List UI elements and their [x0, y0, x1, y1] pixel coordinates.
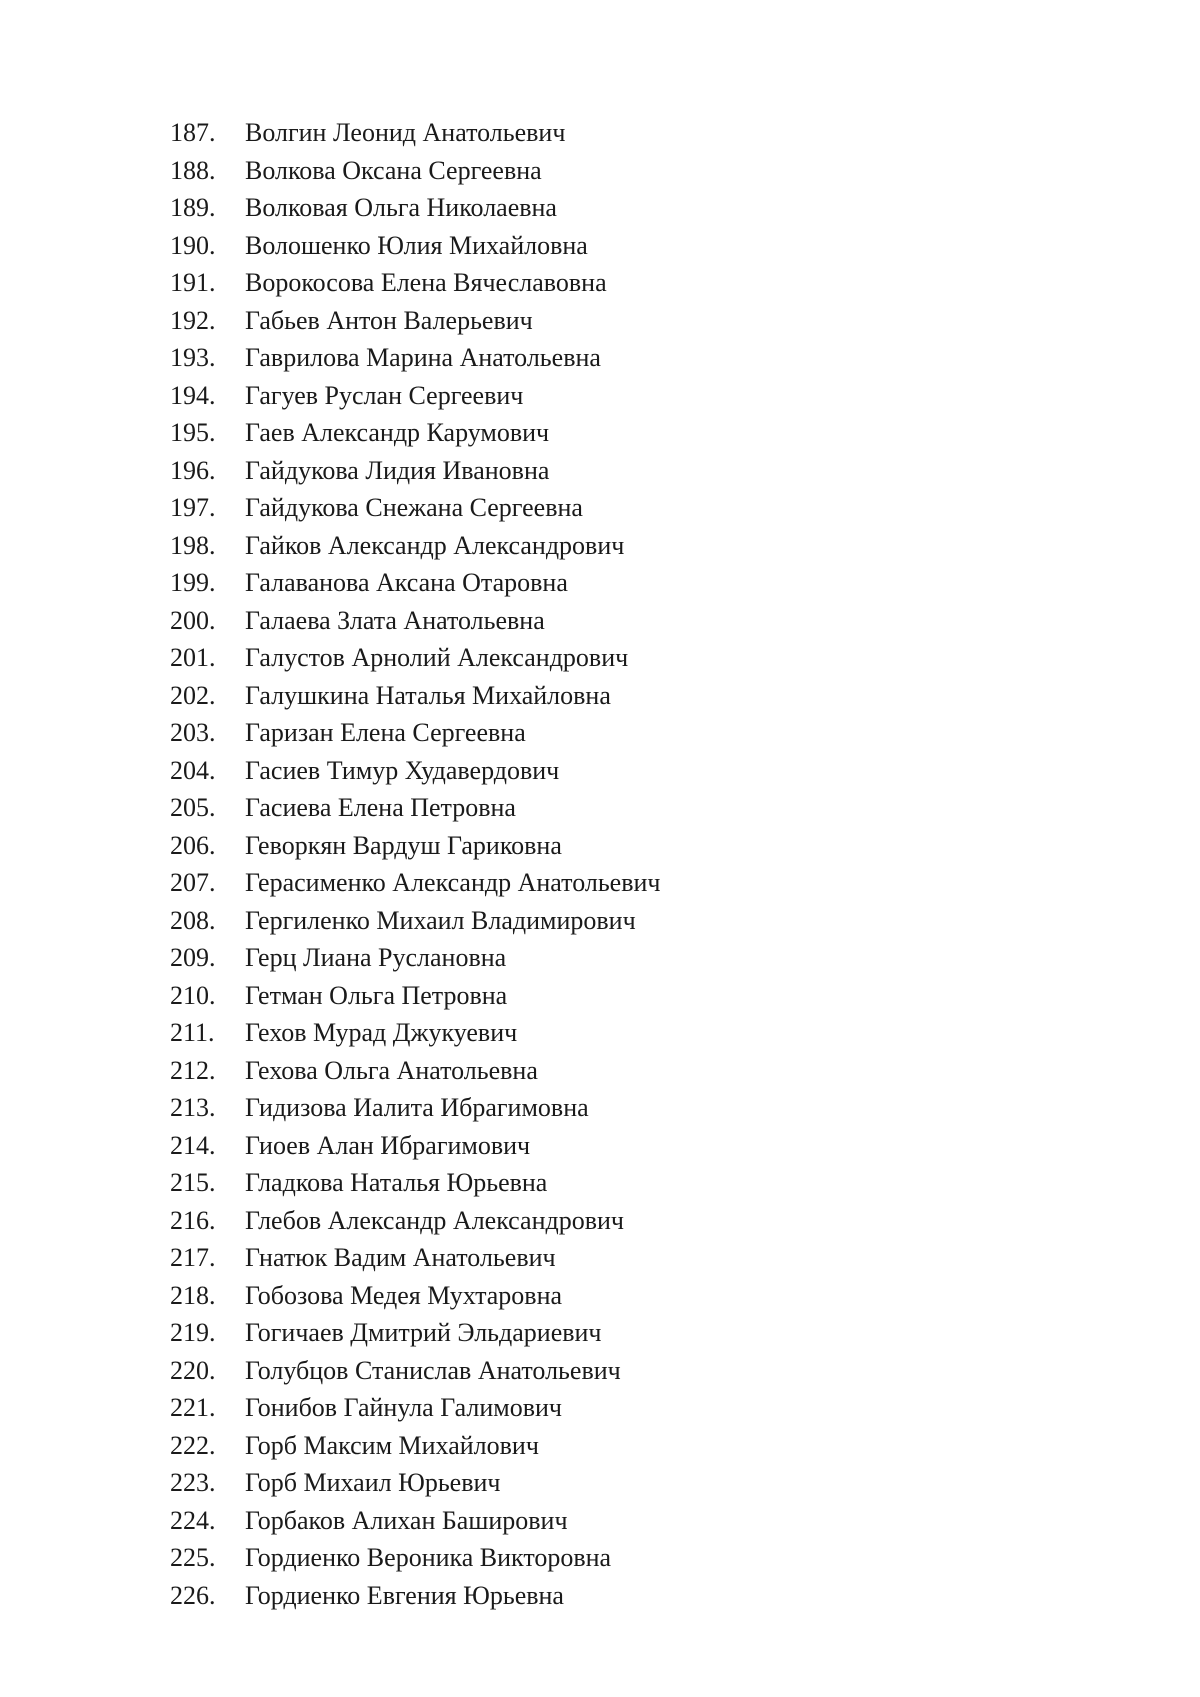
item-number: 191.	[170, 268, 216, 297]
list-item	[170, 1539, 661, 1577]
person-name: Горбаков Алихан Баширович	[245, 1505, 568, 1535]
list-item	[170, 939, 661, 977]
list-item	[170, 227, 661, 265]
item-number: 187.	[170, 118, 216, 147]
item-number: 199.	[170, 568, 216, 597]
list-item	[170, 527, 661, 565]
person-name: Геворкян Вардуш Гариковна	[245, 830, 562, 860]
list-item	[170, 1277, 661, 1315]
item-number: 193.	[170, 343, 216, 372]
list-item	[170, 677, 661, 715]
item-number: 207.	[170, 868, 216, 897]
person-name: Гиоев Алан Ибрагимович	[245, 1130, 531, 1160]
list-item	[170, 152, 661, 190]
list-item	[170, 602, 661, 640]
item-number: 224.	[170, 1505, 216, 1535]
person-name: Гаврилова Марина Анатольевна	[245, 343, 601, 372]
list-item	[170, 489, 661, 527]
person-name: Гаризан Елена Сергеевна	[245, 718, 526, 747]
list-item	[170, 302, 661, 340]
item-number: 206.	[170, 830, 216, 860]
person-name: Гетман Ольга Петровна	[245, 980, 508, 1010]
person-name: Гайдукова Лидия Ивановна	[245, 455, 550, 485]
item-number: 214.	[170, 1130, 216, 1160]
person-name: Волковая Ольга Николаевна	[245, 193, 557, 222]
list-item	[170, 1164, 661, 1202]
person-name: Голубцов Станислав Анатольевич	[245, 1355, 621, 1385]
person-name: Волгин Леонид Анатольевич	[245, 118, 566, 147]
list-item	[170, 1052, 661, 1090]
person-name: Герасименко Александр Анатольевич	[245, 868, 661, 897]
item-number: 218.	[170, 1280, 216, 1310]
item-number: 205.	[170, 793, 216, 822]
list-item	[170, 827, 661, 865]
person-name: Галустов Арнолий Александрович	[245, 643, 629, 672]
person-name: Ворокосова Елена Вячеславовна	[245, 268, 607, 297]
item-number: 203.	[170, 718, 216, 747]
list-item	[170, 264, 661, 302]
item-number: 197.	[170, 493, 216, 522]
person-name: Гнатюк Вадим Анатольевич	[245, 1243, 556, 1272]
person-name: Галаева Злата Анатольевна	[245, 605, 545, 635]
list-item	[170, 1352, 661, 1390]
person-name: Гонибов Гайнула Галимович	[245, 1393, 562, 1422]
list-item	[170, 1014, 661, 1052]
item-number: 202.	[170, 680, 216, 710]
item-number: 222.	[170, 1430, 216, 1460]
person-name: Волкова Оксана Сергеевна	[245, 155, 542, 185]
person-name: Гордиенко Евгения Юрьевна	[245, 1580, 564, 1610]
list-item	[170, 902, 661, 940]
person-name: Горб Михаил Юрьевич	[245, 1468, 501, 1497]
item-number: 198.	[170, 530, 216, 560]
person-name: Гехов Мурад Джукуевич	[245, 1018, 518, 1047]
item-number: 210.	[170, 980, 216, 1010]
name-list	[170, 114, 661, 1614]
list-item	[170, 864, 661, 902]
list-item	[170, 752, 661, 790]
person-name: Волошенко Юлия Михайловна	[245, 230, 588, 260]
person-name: Галаванова Аксана Отаровна	[245, 568, 568, 597]
person-name: Горб Максим Михайлович	[245, 1430, 539, 1460]
list-item	[170, 452, 661, 490]
person-name: Гогичаев Дмитрий Эльдариевич	[245, 1318, 602, 1347]
person-name: Гидизова Иалита Ибрагимовна	[245, 1093, 589, 1122]
person-name: Гехова Ольга Анатольевна	[245, 1055, 538, 1085]
list-item	[170, 189, 661, 227]
item-number: 220.	[170, 1355, 216, 1385]
list-item	[170, 1502, 661, 1540]
list-item	[170, 639, 661, 677]
person-name: Гасиева Елена Петровна	[245, 793, 516, 822]
person-name: Гобозова Медея Мухтаровна	[245, 1280, 563, 1310]
person-name: Гайдукова Снежана Сергеевна	[245, 493, 583, 522]
item-number: 226.	[170, 1580, 216, 1610]
item-number: 196.	[170, 455, 216, 485]
list-item	[170, 114, 661, 152]
list-item	[170, 564, 661, 602]
person-name: Гагуев Руслан Сергеевич	[245, 380, 524, 410]
item-number: 216.	[170, 1205, 216, 1235]
list-item	[170, 1127, 661, 1165]
list-item	[170, 1089, 661, 1127]
item-number: 212.	[170, 1055, 216, 1085]
item-number: 192.	[170, 305, 216, 335]
item-number: 208.	[170, 905, 216, 935]
list-item	[170, 339, 661, 377]
item-number: 195.	[170, 418, 216, 447]
list-item	[170, 1389, 661, 1427]
item-number: 217.	[170, 1243, 216, 1272]
list-item	[170, 977, 661, 1015]
list-item	[170, 1202, 661, 1240]
item-number: 201.	[170, 643, 216, 672]
list-item	[170, 1427, 661, 1465]
item-number: 190.	[170, 230, 216, 260]
person-name: Герц Лиана Руслановна	[245, 943, 507, 972]
list-item	[170, 414, 661, 452]
item-number: 219.	[170, 1318, 216, 1347]
list-item	[170, 714, 661, 752]
person-name: Гергиленко Михаил Владимирович	[245, 905, 636, 935]
item-number: 209.	[170, 943, 216, 972]
list-item	[170, 1239, 661, 1277]
item-number: 194.	[170, 380, 216, 410]
item-number: 188.	[170, 155, 216, 185]
person-name: Гаев Александр Карумович	[245, 418, 550, 447]
item-number: 215.	[170, 1168, 216, 1197]
list-item	[170, 789, 661, 827]
list-item	[170, 1314, 661, 1352]
list-item	[170, 377, 661, 415]
item-number: 204.	[170, 755, 216, 785]
item-number: 200.	[170, 605, 216, 635]
person-name: Габьев Антон Валерьевич	[245, 305, 533, 335]
item-number: 223.	[170, 1468, 216, 1497]
list-item	[170, 1577, 661, 1615]
item-number: 211.	[170, 1018, 215, 1047]
item-number: 189.	[170, 193, 216, 222]
person-name: Гайков Александр Александрович	[245, 530, 625, 560]
person-name: Глебов Александр Александрович	[245, 1205, 624, 1235]
person-name: Галушкина Наталья Михайловна	[245, 680, 611, 710]
item-number: 225.	[170, 1543, 216, 1572]
item-number: 213.	[170, 1093, 216, 1122]
person-name: Гасиев Тимур Худавердович	[245, 755, 560, 785]
person-name: Гладкова Наталья Юрьевна	[245, 1168, 548, 1197]
item-number: 221.	[170, 1393, 216, 1422]
person-name: Гордиенко Вероника Викторовна	[245, 1543, 612, 1572]
list-item	[170, 1464, 661, 1502]
